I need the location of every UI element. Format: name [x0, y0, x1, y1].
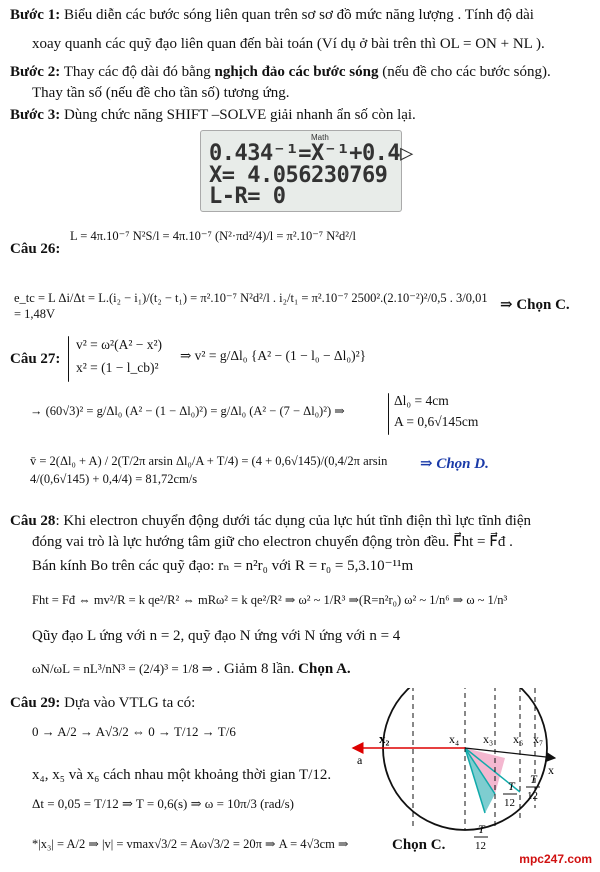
q29-label: Câu 29: — [10, 695, 61, 711]
q27-res1: Δl₀ = 4cm — [394, 393, 449, 408]
t12-label-1: T — [508, 779, 515, 793]
q27-eq3: v̄ = 2(Δl₀ + A) / 2(T/2π arsin Δl₀/A + T/4) = (4 + 0,6√145)/(0,4/2π arsin 4/(0,6√145) + 0,4/4) = 81,72cm/s — [30, 454, 388, 486]
q29-eq3: *|x₃| = A/2 ⇒ |v| = vmax√3/2 = Aω√3/2 = 20π ⇒ A = 4√3cm ⇒ — [32, 837, 349, 851]
q27-result-brace — [388, 393, 389, 435]
step2-label: Bước 2: — [10, 64, 61, 80]
t12-label-3: T — [478, 822, 485, 836]
t12-den-3: 12 — [475, 840, 486, 852]
q28-text4: Qũy đạo L ứng với n = 2, quỹ đạo N ứng với N ứng với n = 4 — [32, 628, 401, 644]
q27-sys1: v² = ω²(A² − x²) — [76, 337, 163, 352]
q29-text1: Dựa vào VTLG ta có: — [60, 695, 196, 711]
calculator-screen — [200, 130, 413, 212]
q28-eq2: ωN/ωL = nL³/nN³ = (2/4)³ = 1/8 ⇒ — [32, 661, 213, 676]
q28-answer: Chọn A. — [298, 661, 351, 677]
t12-den-1: 12 — [504, 797, 515, 809]
q26-eq1: L = 4π.10⁻⁷ N²S/l = 4π.10⁻⁷ (N²·πd²/4)/l = π².10⁻⁷ N²d²/l — [70, 229, 356, 243]
calculator-line-2: X= 4.056230769 — [209, 163, 388, 188]
q26-eq2: e_tc = L Δi/Δt = L.(i₂ − i₁)/(t₂ − t₁) = π².10⁻⁷ N²d²/l . i₂/t₁ = π².10⁻⁷ 2500².(2.10⁻²)²/0,5 . 3/0,01 = 1,48V — [14, 291, 488, 321]
q28-text3: Bán kính Bo trên các quỹ đạo: rₙ = n²r₀ với R = r₀ = 5,3.10⁻¹¹m — [32, 558, 414, 574]
label-x: x — [548, 763, 554, 777]
label-x2: x₂ — [379, 731, 390, 746]
q29-eq2: Δt = 0,05 = T/12 ⇒ T = 0,6(s) ⇒ ω = 10π/3 (rad/s) — [32, 796, 294, 811]
q29-eq1: 0 → A/2 → A√3/2 ⇔ 0 → T/12 → T/6 — [32, 724, 236, 739]
label-a: a — [357, 753, 363, 767]
label-x3: x₃ — [483, 732, 494, 746]
step1-label: Bước 1: — [10, 7, 61, 23]
q27-answer: ⇒ Chọn D. — [420, 456, 489, 472]
step2-line — [10, 63, 590, 82]
step1-text: Biểu diễn các bước sóng liên quan trên sơ sơ đồ mức năng lượng . Tính độ dài — [60, 7, 534, 23]
t12-label-2: T — [530, 772, 537, 786]
q28-eq2-line — [32, 659, 590, 679]
step3-label: Bước 3: — [10, 107, 61, 123]
q28-line1 — [10, 512, 590, 531]
q28-text1: : Khi electron chuyển động dưới tác dụng của lực hút tĩnh điện thì lực tĩnh điện — [55, 513, 531, 529]
step2-text2: Thay tần số (nếu đề cho tần số) tương ứng. — [32, 85, 290, 101]
q27-eq2: → (60√3)² = g/Δl₀ (A² − (1 − Δl₀)²) = g/Δl₀ (A² − (7 − Δl₀)²) ⇒ — [30, 404, 345, 418]
q27-eq1: ⇒ v² = g/Δl₀ {A² − (1 − l₀ − Δl₀)²} — [180, 348, 367, 363]
q26-answer: ⇒ Chọn C. — [500, 297, 570, 313]
label-x7: x₇ — [533, 732, 544, 746]
calculator-line-1: 0.434⁻¹=X⁻¹+0.4▷ — [209, 141, 413, 166]
step1-text2: xoay quanh các quỹ đạo liên quan đến bài toán (Ví dụ ở bài trên thì OL = ON + NL ). — [32, 36, 545, 52]
q26-label-text: Câu 26: — [10, 241, 61, 257]
step2-bold: nghịch đảo các bước sóng — [214, 64, 379, 80]
footer-watermark: mpc247.com — [519, 852, 592, 866]
q29-text2: x₄, x₅ và x₆ cách nhau một khoảng thời gian T/12. — [32, 767, 332, 783]
q28-label: Câu 28 — [10, 513, 56, 529]
q28-text2: đóng vai trò là lực hướng tâm giữ cho electron chuyển động tròn đều. F⃗ht = F⃗đ . — [32, 534, 513, 550]
label-x6: x₆ — [513, 732, 524, 746]
q28-tail: . Giảm 8 lần. — [212, 661, 299, 677]
q29-answer: Chọn C. — [392, 837, 446, 853]
q27-sys2: x² = (1 − l_cb)² — [76, 360, 159, 375]
label-x4: x₄ — [449, 732, 460, 746]
calculator-line-3: L-R= 0 — [209, 184, 286, 209]
q28-eq: Fht = Fđ ⇔ mv²/R = k qe²/R² ⇔ mRω² = k qe²/R² ⇒ ω² ~ 1/R³ ⇒(R=n²r₀) ω² ~ 1/n⁶ ⇒ ω ~ 1/n³ — [32, 593, 508, 607]
q27-label: Câu 27: — [10, 351, 61, 367]
t12-den-2: 12 — [527, 790, 538, 802]
step2-text-b: (nếu đề cho các bước sóng). — [378, 64, 551, 80]
step3-text: Dùng chức năng SHIFT –SOLVE giải nhanh ẩn số còn lại. — [60, 107, 416, 123]
q27-system-brace — [68, 336, 69, 382]
step1-line — [10, 6, 590, 25]
step3-line — [10, 106, 590, 125]
vtlg-diagram — [345, 688, 585, 858]
q27-res2: A = 0,6√145cm — [394, 414, 479, 429]
step2-text-a: Thay các độ dài đó bằng — [60, 64, 215, 80]
calculator-indicator: Math — [311, 133, 329, 142]
